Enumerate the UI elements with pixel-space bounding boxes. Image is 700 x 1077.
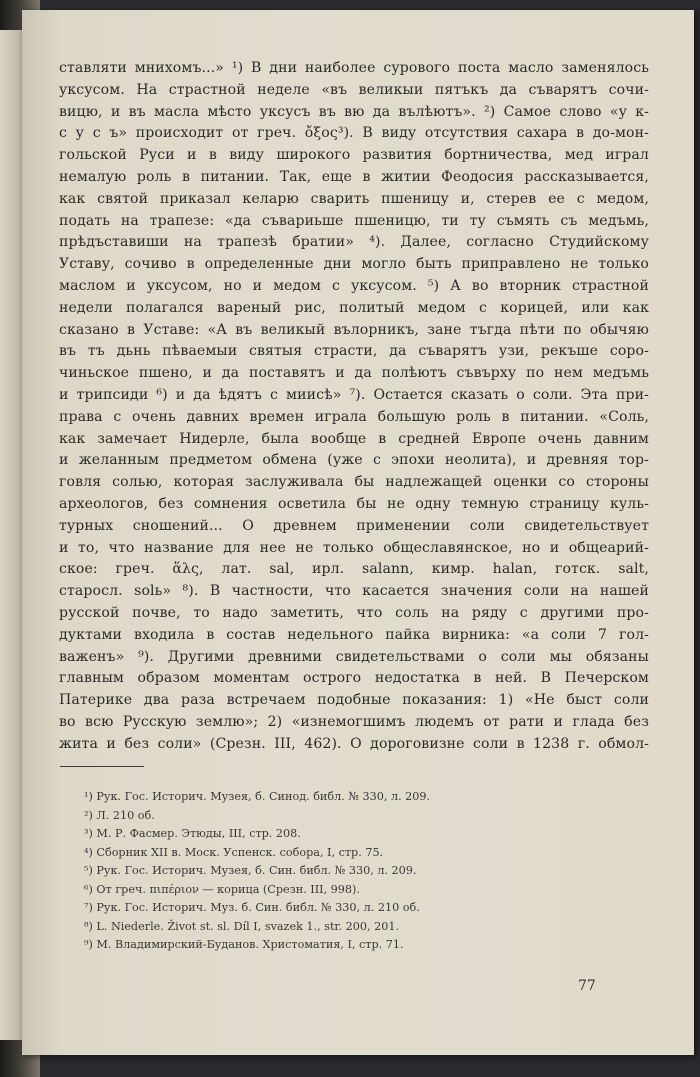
body-line: гольской Руси и в виду широкого развития бортничества, мед играл: [59, 147, 649, 164]
body-line: и трипсиди ⁶) и да ѣдятъ с миисѣ» ⁷). Остается сказать о соли. Эта при-: [59, 386, 649, 403]
body-line: ское: греч. ἅλς, лат. sal, ирл. salann, кимр. halan, готск. salt,: [59, 561, 649, 578]
body-line: подать на трапезе: «да съвариьше пшеницю, ти ту съмять съ медъмь,: [59, 212, 649, 229]
body-line: сказано в Уставе: «А въ великый вълорникъ, зане тъгда пѣти по обычяю: [59, 321, 649, 338]
footnote: ⁸) L. Niederle. Život st. sl. Díl I, svazek 1., str. 200, 201.: [84, 919, 400, 933]
body-line: маслом и уксусом, но и медом с уксусом. ⁵) А во вторник страстной: [59, 277, 649, 294]
body-line: недели полагался вареный рис, политый медом с корицей, или как: [59, 299, 649, 316]
body-line: и желанным предметом обмена (уже с эпохи неолита), и древняя тор-: [59, 452, 649, 469]
body-line: Патерике два раза встречаем подобные показания: 1) «Не быст соли: [59, 692, 649, 709]
body-line: археологов, без сомнения осветила бы не одну темную страницу куль-: [59, 495, 649, 512]
body-line: турных сношений... О древнем применении соли свидетельствует: [59, 517, 649, 534]
footnote: ⁴) Сборник XII в. Моск. Успенск. собора, I, стр. 75.: [84, 845, 384, 859]
body-line: во всю Русскую землю»; 2) «изнемогшимъ людемъ от рати и глада без: [59, 713, 649, 730]
body-text: [59, 58, 649, 756]
body-line: немалую роль в питании. Так, еще в житии Феодосия рассказывается,: [59, 168, 649, 185]
footnote: ⁹) М. Владимирский-Буданов. Христоматия, I, стр. 71.: [84, 938, 404, 951]
footnote: ³) М. Р. Фасмер. Этюды, III, стр. 208.: [84, 827, 301, 840]
body-line: и то, что название для нее не только общеславянское, но и общеарий-: [59, 539, 649, 556]
body-line: ставляти мнихомъ...» ¹) В дни наиболее сурового поста масло заменялось: [59, 60, 649, 76]
body-line: вицю, и въ масла мѣсто уксусъ въ вю да вълѣютъ». ²) Самое слово «у к-: [59, 103, 649, 120]
body-line: как святой приказал келарю сварить пшеницу и, стерев ее с медом,: [59, 190, 649, 207]
body-line: как замечает Нидерле, была вообще в средней Европе очень давним: [59, 430, 649, 447]
body-line: въ тъ дьнь пѣваемыи святыя страсти, да съварятъ узи, рекъше соро-: [59, 343, 649, 360]
body-line: важенъ» ⁹). Другими древними свидетельствами о соли мы обязаны: [59, 648, 649, 665]
footnote: ⁵) Рук. Гос. Историч. Музея, б. Син. библ. № 330, л. 209.: [84, 864, 417, 877]
body-line: права с очень давних времен играла большую роль в питании. «Соль,: [59, 408, 649, 425]
body-line: с у с ъ» происходит от греч. ὄξος³). В виду отсутствия сахара в до-мон-: [59, 125, 649, 142]
body-line: главным образом моментам острого недостатка в ней. В Печерском: [59, 670, 649, 687]
footnote-divider: [60, 766, 144, 767]
body-line: дуктами входила в состав недельного пайка вирника: «а соли 7 гол-: [59, 626, 649, 643]
body-line: старосл. solь» ⁸). В частности, что касается значения соли на нашей: [59, 583, 649, 600]
footnote: ²) Л. 210 об.: [84, 808, 155, 822]
body-line: жита и без соли» (Срезн. III, 462). О дороговизне соли в 1238 г. обмол-: [59, 735, 649, 752]
book-page: [22, 10, 694, 1055]
body-line: говля солью, которая заслуживала бы надлежащей оценки со стороны: [59, 474, 649, 491]
facing-page-edge: [0, 30, 23, 1040]
footnote: ⁶) От греч. πιπέριον — корица (Срезн. III, 998).: [84, 882, 360, 896]
page-number: 77: [578, 978, 596, 994]
body-line: уксусом. На страстной неделе «въ великыи пятъкъ да съварятъ сочи-: [59, 81, 649, 98]
footnote: ¹) Рук. Гос. Историч. Музея, б. Синод. библ. № 330, л. 209.: [84, 790, 431, 803]
body-line: чиньское пшено, и да поставятъ и да полѣютъ съвърху по нем медъмь: [59, 365, 649, 382]
body-line: русской почве, то надо заметить, что соль на ряду с другими про-: [59, 604, 649, 621]
footnote: ⁷) Рук. Гос. Историч. Муз. б. Син. библ. № 330, л. 210 об.: [84, 901, 420, 914]
footnotes: [84, 788, 534, 955]
body-line: Уставу, сочиво в определенные дни могло быть приправлено не только: [59, 256, 649, 273]
body-line: прѣдъставиши на трапезѣ братии» ⁴). Далее, согласно Студийскому: [59, 234, 649, 251]
